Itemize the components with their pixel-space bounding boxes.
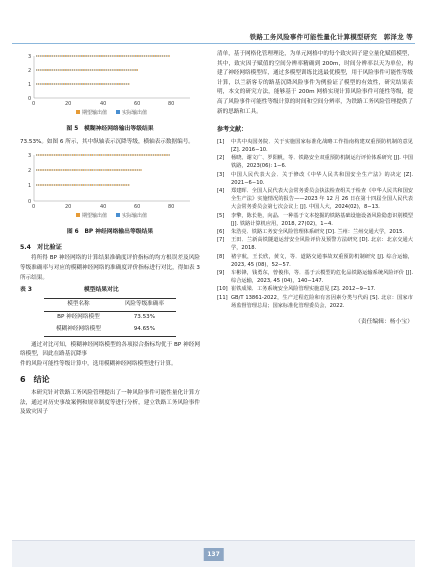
reference-item: [8] 褚宇航，王长欣，黄文，等．道路交通事故双重预防机制研究 [J]. 综合运输，2023, 45 (08)，52−57.: [217, 253, 413, 268]
y-tick: 2: [28, 68, 32, 74]
y-tick: 0: [28, 96, 32, 102]
reference-item: [1] 中共中央国务院．关于实施国家标准化战略工作指南构建双重预防机制的意见 [Z]. 2016−10.: [217, 138, 413, 153]
figure-6-caption: 图 6 BP 神经网络输出等级结果: [66, 229, 154, 236]
reference-item: [10] 崔铁成梁．工务系统安全风险管理实施意见 [Z]. 2012−9−17.: [217, 286, 376, 293]
paragraph: 73.53%。如图 6 所示，其中纵轴表示沉降等级，横轴表示数据编号。: [20, 138, 194, 145]
header-rule: [12, 43, 415, 44]
running-header: 铁路工务风险事件可能性量化计算模型研究 郭泽龙 等: [249, 33, 413, 41]
left-column: [20, 50, 200, 418]
section-heading-5-4: 5.4 对比验证: [20, 243, 62, 251]
reference-item: [9] 车彬锋，钱勇东，曾俊伟，等．基于云模型的危化品铁路运输系统风险评价 [J]. 综合运输，2023, 45 (04)，140−147.: [217, 270, 413, 285]
reference-item: [4] 郑建晖．全国人民代表大会常务委员会执法检查组关于检查《中华人民共和国安全生产法》实施情况的报告——2023 年 12 月 26 日在第十四届全国人民代表大会常务委员会第七次会议上 [J]. 中国人大，2024(02)，8−13.: [217, 187, 413, 211]
paragraph: 清单，基于网格化管理理论，为单元网格中的每个致灾因子建立量化赋值模型，其中，致灾因子赋值的空间分辨率精确到 200m，时间分辨率以天为单位，构建了神经网络模型库，通过多模型训练比选最优模型，用于风险事件可能性等级计算，以兰新客专的路基沉降风险事件为例验证了模型的有效性，研究结果表明，本文的研究方法，能够基于 200m 网格实现计算风险事件可能性等级，提高了风险事件可能性等级计算的时间和空间分辨率，为铁路工务风险管理提供了新的思路和工具。: [217, 51, 413, 115]
figure-5-caption: 图 5 模糊神经网络输出等级结果: [66, 126, 154, 132]
y-tick: 1: [28, 183, 32, 190]
paragraph: 件的风险可能性等级计算中，选用模糊神经网络模型进行计算。: [20, 360, 177, 367]
section-heading-6: 6 结论: [20, 375, 50, 385]
table-3-title: [20, 286, 200, 296]
x-tick: 40: [100, 101, 107, 107]
paragraph: 本研究针对铁路工务风险管理提出了一种风险事件可能性量化计算方法，通过对历史事故案例和规章制度等进行分析，建立铁路工务风险事件及致灾因子: [20, 390, 200, 416]
x-tick: 0: [32, 101, 36, 107]
y-tick: 2: [28, 168, 32, 175]
table-row: [44, 324, 176, 336]
reference-item: [3] 中国人民代表大会．关于修改《中华人民共和国安全生产法》的决定 [Z]. 2021−6−10.: [217, 171, 413, 186]
y-tick: 1: [28, 82, 32, 88]
x-tick: 20: [65, 101, 72, 107]
table-3: [44, 298, 176, 337]
x-tick: 40: [100, 204, 107, 211]
legend-expected: 期望输出值: [82, 110, 108, 116]
table-header-cell: 风险等级准确率: [113, 298, 176, 311]
table-row: [44, 311, 176, 323]
legend-actual: 实际输出值: [122, 213, 148, 220]
right-column: [217, 50, 413, 328]
x-tick: 80: [168, 204, 175, 211]
y-tick: 3: [28, 54, 32, 60]
paragraph: 通过对比可知，模糊神经网络模型的各项拟合指标均优于 BP 神经网络模型，因此在路基沉降事: [20, 341, 200, 358]
paragraph: 将所得 BP 神经网络的计算结果准确度评价指标的均方根误差及风险等级准确率与对应的模糊神经网络的准确度评价指标进行对比，得如表 3 所示结果。: [20, 255, 200, 281]
table-header-cell: 模型名称: [44, 298, 113, 311]
legend-actual: 实际输出值: [122, 110, 148, 116]
figure-6: [20, 147, 200, 238]
table-cell: 94.65%: [133, 325, 156, 332]
reference-list: [217, 138, 413, 310]
reference-item: [7] 王田．兰新高铁隧道运营安全风险评价及预警方法研究 [D]. 北京：北京交通大学，2018.: [217, 237, 413, 252]
table-cell: 73.53%: [133, 313, 156, 320]
reference-item: [2] 杨晓、谢文广、罗阳帆，等．铁路安全双重预防机制运行评价体系研究 [J]. 中国铁路，2023(06): 1−6.: [217, 155, 413, 170]
figure-6-chart: [20, 147, 200, 227]
x-tick: 20: [65, 204, 72, 211]
x-tick: 60: [134, 204, 141, 211]
reference-item: [5] 李擎，陈长艳，向晶．一种基于文本挖掘的铁路基础设施设备风险隐患识别模型 [J]. 铁路计算机应用，2018, 27(02)，1−4.: [217, 212, 413, 227]
table-3-name: 模型结果对比: [83, 287, 119, 294]
editor-note: （责任编辑：杨小宝）: [355, 319, 413, 326]
figure-5-chart: [20, 50, 200, 124]
x-tick: 80: [168, 101, 175, 107]
y-tick: 3: [28, 153, 32, 160]
table-3-number: 表 3: [20, 287, 32, 294]
x-tick: 60: [134, 101, 141, 107]
table-cell: BP 神经网络模型: [57, 313, 100, 320]
figure-5: [20, 50, 200, 135]
reference-item: [11] GB/T 13861-2022，生产过程危险和有害因素分类与代码 [S]. 北京：国家市场监督管理总局；国家标准化管理委员会，2022.: [217, 294, 413, 309]
y-tick: 0: [28, 199, 32, 206]
table-cell: 模糊神经网络模型: [56, 325, 101, 332]
page-number: 137: [203, 548, 224, 561]
legend-expected: 期望输出值: [82, 213, 108, 220]
reference-item: [6] 朱浩亮．铁路工务安全风险管理体系研究 [D]. 兰州：兰州交通大学，2015.: [217, 228, 405, 235]
x-tick: 0: [32, 204, 36, 211]
references-heading: 参考文献：: [217, 126, 248, 134]
